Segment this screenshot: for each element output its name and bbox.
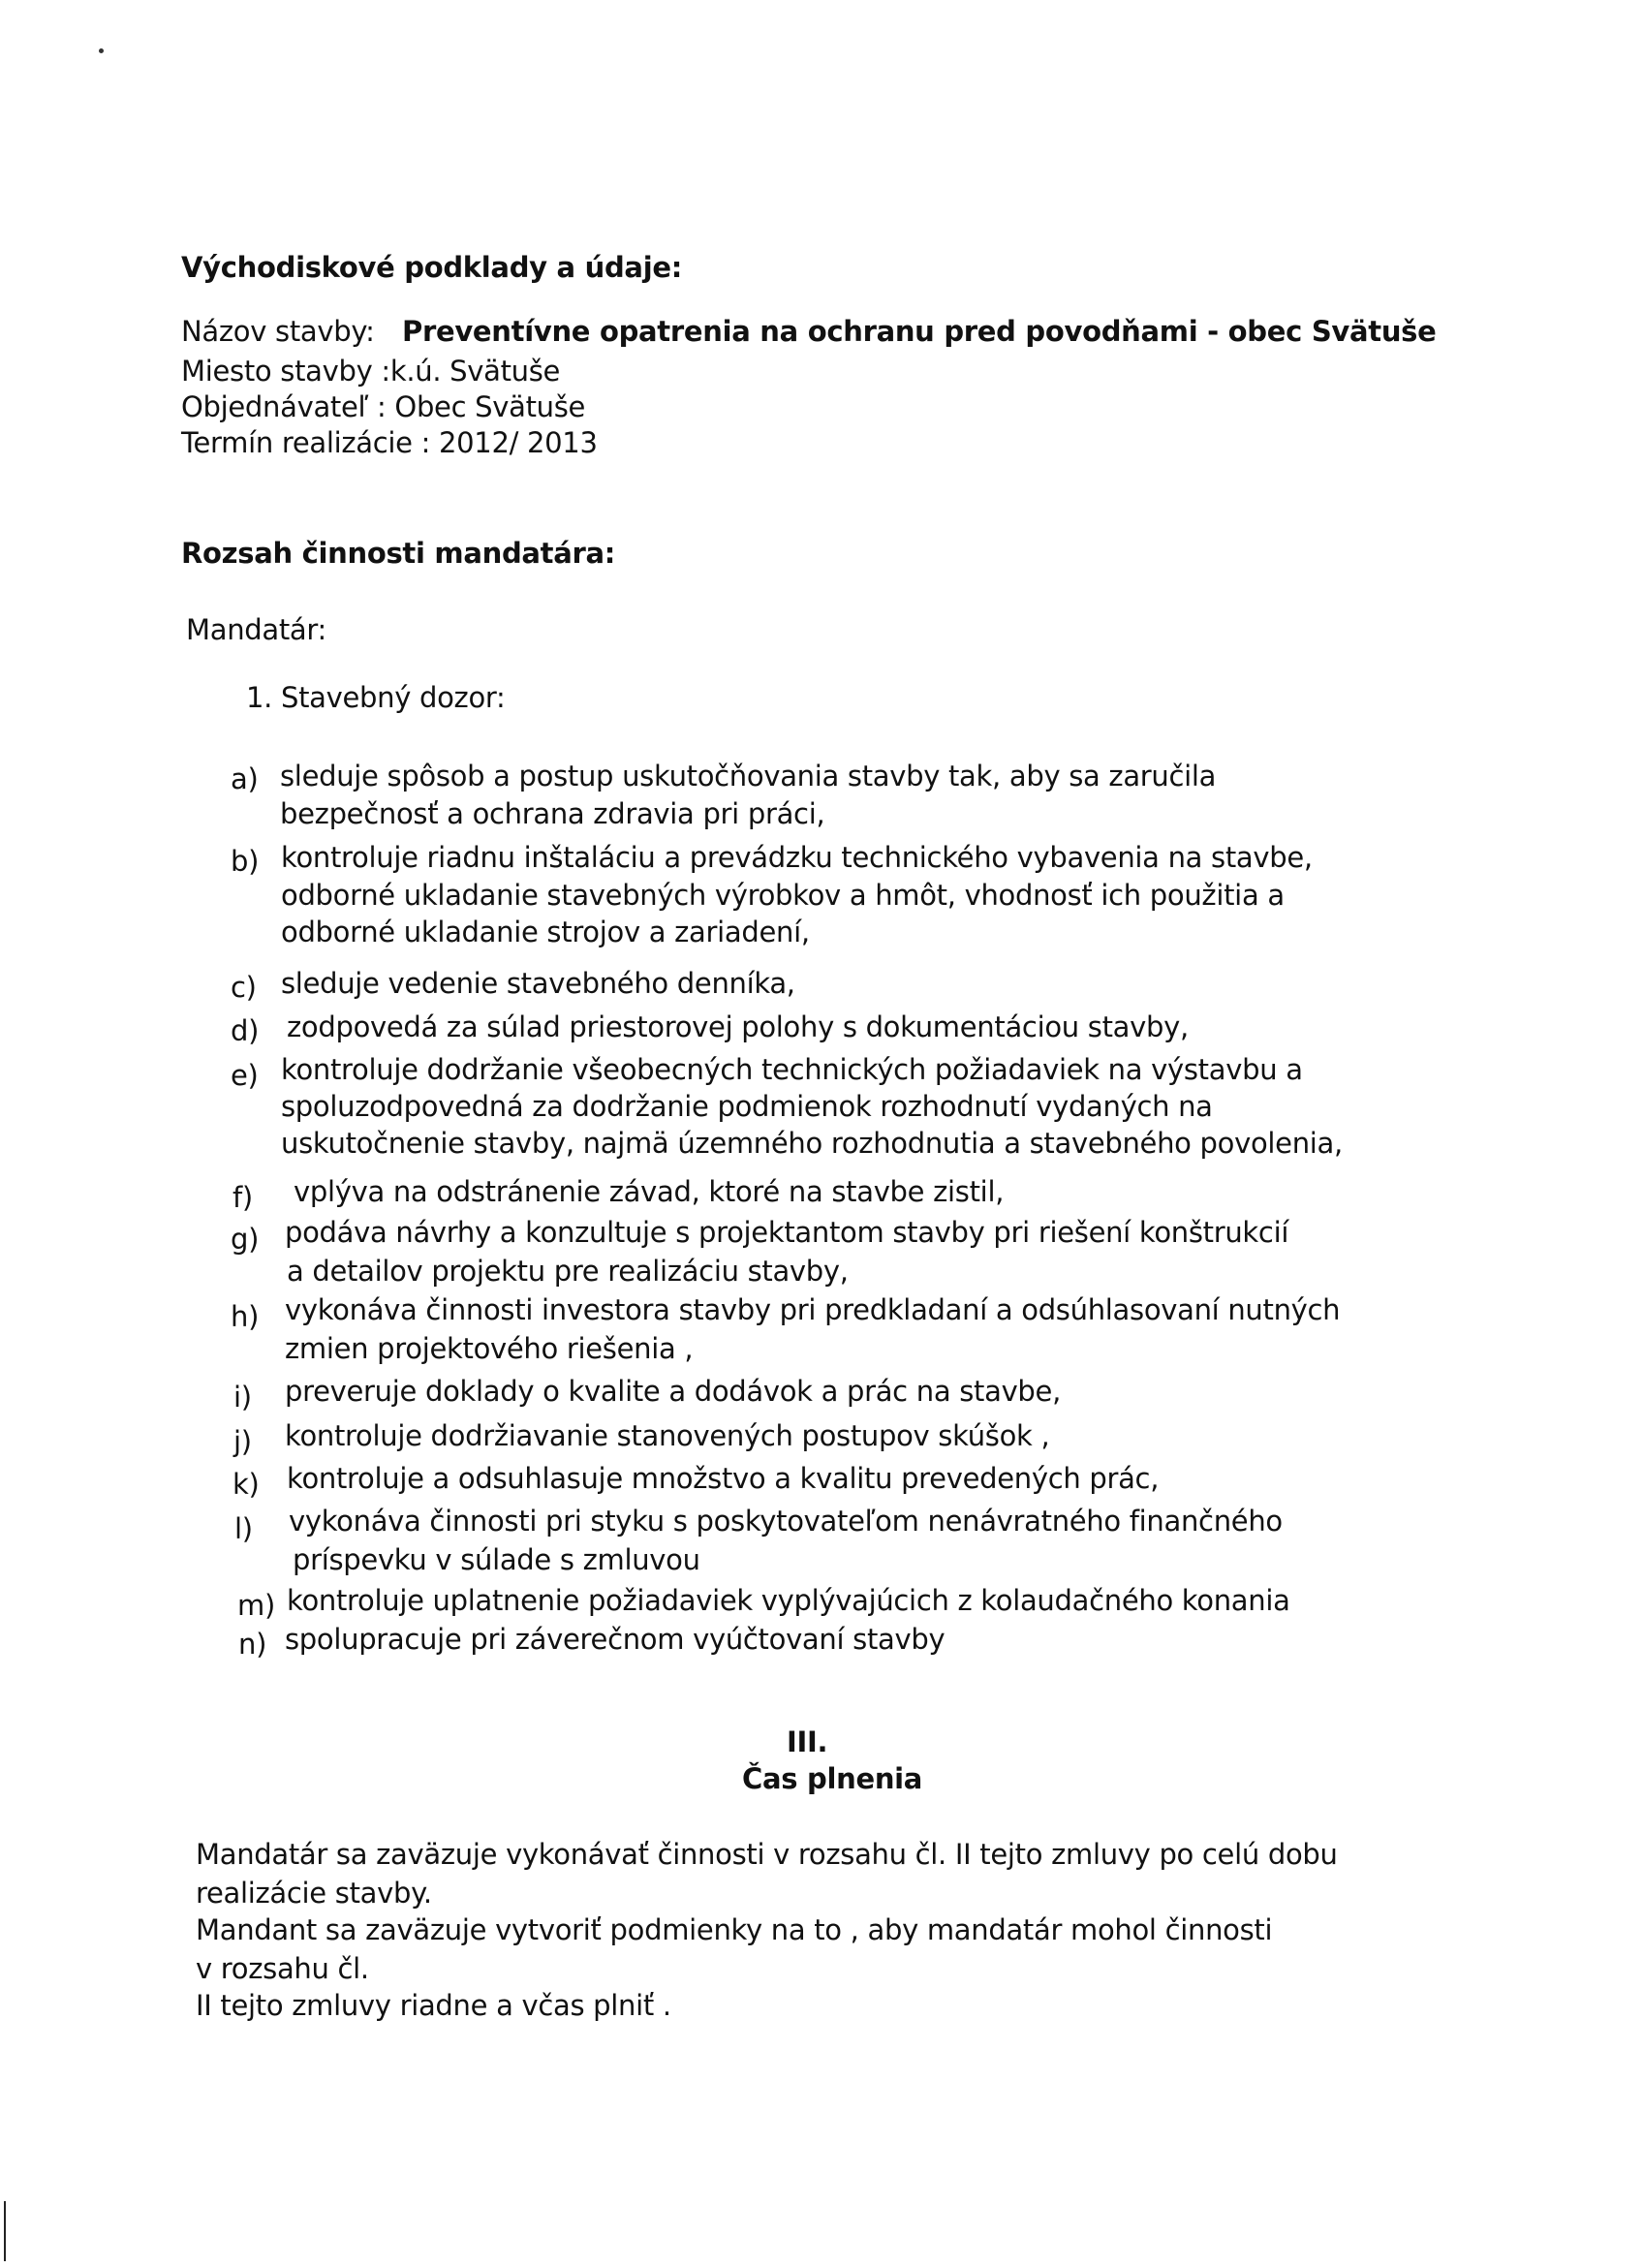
client: Objednávateľ : Obec Svätuše <box>181 390 586 423</box>
paragraph-line: Mandatár sa zaväzuje vykonávať činnosti v rozsahu čl. II tejto zmluvy po celú dobu <box>196 1838 1338 1871</box>
section-title: Čas plnenia <box>742 1762 923 1795</box>
list-line: spoluzodpovedná za dodržanie podmienok rozhodnutí vydaných na <box>281 1090 1213 1123</box>
list-line: uskutočnenie stavby, najmä územného rozhodnutia a stavebného povolenia, <box>281 1127 1343 1160</box>
list-line: odborné ukladanie strojov a zariadení, <box>281 916 810 948</box>
list-letter: j) <box>233 1425 252 1458</box>
paragraph-line: II tejto zmluvy riadne a včas plniť . <box>196 1989 671 2022</box>
heading-source-data: Východiskové podklady a údaje: <box>181 251 683 284</box>
scan-edge-line <box>4 2201 6 2261</box>
list-line: zodpovedá za súlad priestorovej polohy s dokumentáciou stavby, <box>287 1010 1189 1043</box>
scan-speck <box>99 48 104 53</box>
list-title: 1. Stavebný dozor: <box>246 681 506 714</box>
list-letter: e) <box>231 1059 259 1092</box>
building-place: Miesto stavby :k.ú. Svätuše <box>181 355 561 388</box>
list-letter: b) <box>231 845 260 878</box>
list-line: kontroluje riadnu inštaláciu a prevádzku technického vybavenia na stavbe, <box>281 841 1313 874</box>
list-line: bezpečnosť a ochrana zdravia pri práci, <box>280 797 825 830</box>
building-name-label: Názov stavby: <box>181 315 375 348</box>
mandatar-label: Mandatár: <box>186 613 326 646</box>
list-line: sleduje vedenie stavebného denníka, <box>281 967 795 1000</box>
list-letter: n) <box>238 1628 267 1661</box>
list-line: preveruje doklady o kvalite a dodávok a prác na stavbe, <box>285 1375 1061 1408</box>
heading-scope: Rozsah činnosti mandatára: <box>181 537 616 570</box>
section-number: III. <box>787 1725 828 1758</box>
list-line: a detailov projektu pre realizáciu stavby, <box>287 1255 849 1288</box>
list-letter: k) <box>232 1468 260 1501</box>
list-letter: h) <box>231 1300 260 1333</box>
paragraph-line: Mandant sa zaväzuje vytvoriť podmienky na to , aby mandatár mohol činnosti <box>196 1913 1273 1946</box>
list-line: vykonáva činnosti pri styku s poskytovateľom nenávratného finančného <box>289 1505 1283 1538</box>
realization-term: Termín realizácie : 2012/ 2013 <box>181 426 598 459</box>
list-line: kontroluje dodržiavanie stanovených postupov skúšok , <box>285 1419 1050 1452</box>
list-line: kontroluje a odsuhlasuje množstvo a kvalitu prevedených prác, <box>287 1462 1160 1495</box>
list-line: podáva návrhy a konzultuje s projektantom stavby pri riešení konštrukcií <box>285 1216 1289 1249</box>
list-line: vykonáva činnosti investora stavby pri predkladaní a odsúhlasovaní nutných <box>285 1293 1341 1326</box>
list-line: kontroluje dodržanie všeobecných technických požiadaviek na výstavbu a <box>281 1053 1303 1086</box>
list-line: zmien projektového riešenia , <box>285 1332 694 1365</box>
list-line: odborné ukladanie stavebných výrobkov a hmôt, vhodnosť ich použitia a <box>281 879 1285 912</box>
list-letter: c) <box>231 971 257 1004</box>
list-letter: a) <box>231 762 259 795</box>
list-letter: m) <box>237 1589 275 1622</box>
paragraph-line: realizácie stavby. <box>196 1877 432 1910</box>
list-letter: i) <box>233 1381 252 1414</box>
list-line: vplýva na odstránenie závad, ktoré na stavbe zistil, <box>294 1175 1005 1208</box>
list-line: sleduje spôsob a postup uskutočňovania stavby tak, aby sa zaručila <box>280 760 1217 792</box>
list-letter: g) <box>231 1223 260 1256</box>
list-letter: d) <box>231 1014 260 1047</box>
list-line: kontroluje uplatnenie požiadaviek vyplývajúcich z kolaudačného konania <box>287 1584 1290 1617</box>
list-letter: f) <box>232 1181 253 1214</box>
list-letter: l) <box>234 1512 253 1545</box>
list-line: spolupracuje pri záverečnom vyúčtovaní stavby <box>285 1623 946 1656</box>
paragraph-line: v rozsahu čl. <box>196 1952 369 1985</box>
building-name-value: Preventívne opatrenia na ochranu pred povodňami - obec Svätuše <box>402 315 1437 348</box>
list-line: príspevku v súlade s zmluvou <box>293 1543 700 1576</box>
